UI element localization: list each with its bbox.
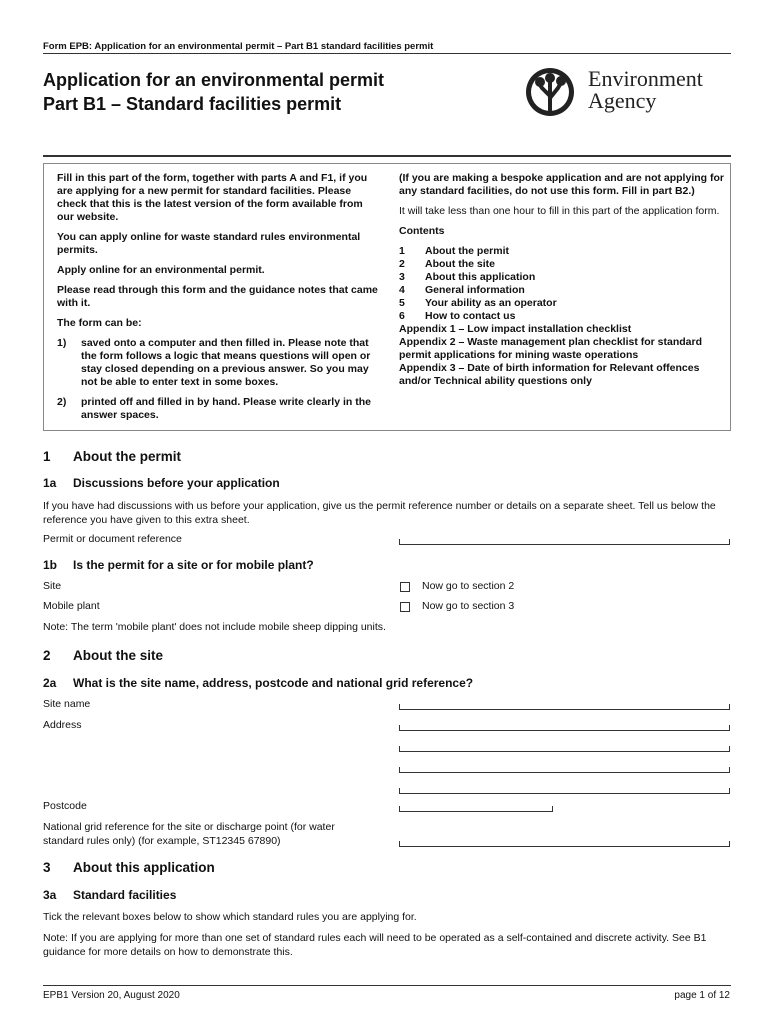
list-item [57, 337, 379, 389]
contents-label: Your ability as an operator [425, 297, 557, 309]
appendix-item[interactable]: Appendix 1 – Low impact installation checklist [399, 323, 632, 335]
address-line-1-field[interactable] [399, 724, 730, 731]
contents-item[interactable] [399, 258, 724, 271]
question-title: Discussions before your application [73, 476, 280, 490]
postcode-label: Postcode [43, 800, 87, 812]
question-2a-heading [43, 676, 473, 690]
question-number: 1a [43, 476, 57, 490]
contents-item[interactable] [399, 284, 724, 297]
contents-label: About this application [425, 271, 536, 283]
logo-wordmark [588, 68, 703, 112]
mobile-plant-checkbox[interactable] [400, 602, 410, 612]
address-line-3-field[interactable] [399, 766, 730, 773]
address-label: Address [43, 719, 82, 731]
site-checkbox[interactable] [400, 582, 410, 592]
question-number: 3a [43, 888, 57, 902]
goto-section-2-text: Now go to section 2 [422, 580, 515, 592]
question-number: 1b [43, 558, 58, 572]
question-1a-heading [43, 476, 280, 490]
site-name-label: Site name [43, 698, 91, 710]
contents-item[interactable] [399, 245, 724, 258]
section-title: About the site [73, 648, 163, 663]
list-text: saved onto a computer and then filled in. Please note that the form follows a logic that means questions will open or stay closed depending on a previous answer. So you may not be able to enter text in some boxes. [81, 337, 371, 388]
contents-number: 2 [399, 258, 405, 270]
question-title: Is the permit for a site or for mobile plant? [73, 558, 314, 572]
contents-label: General information [425, 284, 525, 296]
contents-number: 3 [399, 271, 405, 283]
section-number: 2 [43, 648, 51, 663]
question-number: 2a [43, 676, 57, 690]
intro-paragraph: Fill in this part of the form, together with parts A and F1, if you are applying for a new permit for standard facilities. Please check that this is the latest version of the form available from our website. [57, 172, 368, 223]
mobile-plant-note: Note: The term 'mobile plant' does not include mobile sheep dipping units. [43, 621, 386, 633]
appendix-item[interactable]: Appendix 2 – Waste management plan checklist for standard permit applications for mining waste operations [399, 336, 703, 361]
page-title [43, 68, 384, 116]
mobile-plant-option-label: Mobile plant [43, 600, 100, 612]
logo-line-2: Agency [588, 88, 657, 113]
contents-number: 1 [399, 245, 405, 257]
list-number: 1) [57, 337, 67, 349]
intro-right-column [399, 172, 724, 388]
title-line-2: Part B1 – Standard facilities permit [43, 94, 342, 114]
intro-paragraph: Please read through this form and the guidance notes that came with it. [57, 284, 378, 309]
list-item [57, 396, 379, 422]
address-line-2-field[interactable] [399, 745, 730, 752]
contents-heading: Contents [399, 225, 445, 237]
list-number: 2) [57, 396, 67, 408]
online-permits-link[interactable]: You can apply online for waste standard rules environmental permits. [57, 231, 361, 256]
tree-emblem-icon [522, 66, 582, 122]
intro-paragraph: The form can be: [57, 317, 142, 329]
contents-item[interactable] [399, 297, 724, 310]
address-line-4-field[interactable] [399, 787, 730, 794]
section-title: About this application [73, 860, 215, 875]
title-line-1: Application for an environmental permit [43, 70, 385, 90]
form-version: EPB1 Version 20, August 2020 [43, 990, 180, 1001]
grid-reference-field[interactable] [399, 840, 730, 847]
contents-number: 4 [399, 284, 405, 296]
question-1b-heading [43, 558, 314, 572]
header-rule [43, 53, 731, 54]
section-title: About the permit [73, 449, 181, 464]
postcode-field[interactable] [399, 805, 553, 812]
title-rule [43, 155, 731, 157]
contents-item[interactable] [399, 310, 724, 323]
list-text: printed off and filled in by hand. Please write clearly in the answer spaces. [81, 396, 371, 421]
contents-label: How to contact us [425, 310, 516, 322]
question-title: Standard facilities [73, 888, 177, 902]
intro-left-column [57, 172, 379, 429]
question-3a-instructions: Tick the relevant boxes below to show which standard rules you are applying for. [43, 911, 417, 923]
contents-number: 5 [399, 297, 405, 309]
contents-label: About the permit [425, 245, 509, 257]
question-3a-heading [43, 888, 176, 902]
footer-rule [43, 985, 731, 986]
appendix-item[interactable]: Appendix 3 – Date of birth information for Relevant offences and/or Technical ability questions only [399, 362, 700, 387]
question-title: What is the site name, address, postcode and national grid reference? [73, 676, 474, 690]
section-number: 1 [43, 449, 51, 464]
standard-rules-note: Note: If you are applying for more than one set of standard rules each will need to be operated as a self-contained and discrete activity. See B1 guidance for more details on how to demonstrate this. [43, 932, 707, 958]
section-2-heading [43, 648, 163, 663]
contents-item[interactable] [399, 271, 724, 284]
running-header: Form EPB: Application for an environmental permit – Part B1 standard facilities permit [43, 41, 434, 52]
logo-line-1: Environment [588, 66, 703, 91]
contents-number: 6 [399, 310, 405, 322]
grid-reference-label: National grid reference for the site or discharge point (for water standard rules only) (for example, ST12345 67890) [43, 821, 335, 847]
apply-online-link[interactable]: Apply online for an environmental permit. [57, 264, 265, 276]
goto-section-3-text: Now go to section 3 [422, 600, 515, 612]
site-name-field[interactable] [399, 703, 730, 710]
section-1-heading [43, 449, 181, 464]
contents-label: About the site [425, 258, 495, 270]
permit-reference-field[interactable] [399, 538, 730, 545]
site-option-label: Site [43, 580, 62, 592]
section-3-heading [43, 860, 215, 875]
question-1a-instructions: If you have had discussions with us before your application, give us the permit reference number or details on a separate sheet. Tell us below the reference you have given to this extra sheet. [43, 500, 716, 526]
permit-reference-label: Permit or document reference [43, 533, 182, 545]
section-number: 3 [43, 860, 51, 875]
intro-paragraph: (If you are making a bespoke application and are not applying for any standard facilities, do not use this form. Fill in part B2.) [399, 172, 724, 197]
page-number: page 1 of 12 [674, 990, 730, 1001]
intro-paragraph: It will take less than one hour to fill in this part of the application form. [399, 205, 720, 217]
